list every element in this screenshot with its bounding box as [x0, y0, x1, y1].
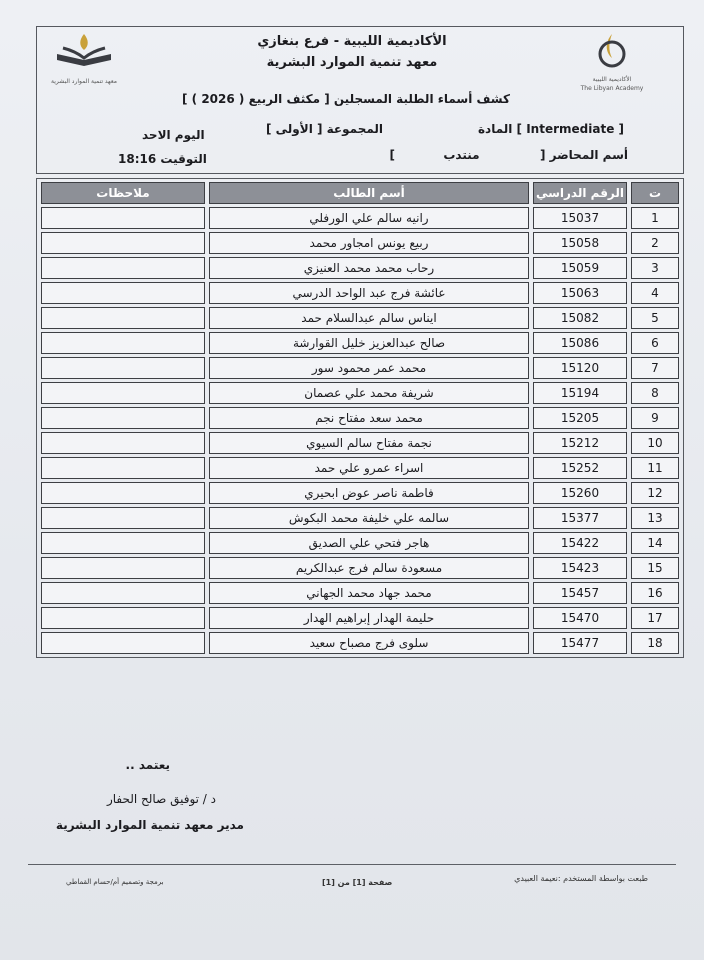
academy-logo-caption-en: The Libyan Academy: [580, 85, 644, 92]
row-number: 12: [631, 482, 679, 504]
student-name: محمد عمر محمود سور: [209, 357, 529, 379]
lecturer-label: أسم المحاضر [: [539, 148, 628, 162]
academy-logo-caption: الأكاديمية الليبية: [592, 76, 632, 83]
page-number: صفحة [1] من [1]: [322, 878, 393, 887]
student-id: 15470: [533, 607, 627, 629]
header-student-id: الرقم الدراسي: [533, 182, 627, 204]
student-name: محمد سعد مفتاح نجم: [209, 407, 529, 429]
student-id: 15194: [533, 382, 627, 404]
table-row: [41, 432, 679, 454]
table-row: [41, 332, 679, 354]
student-id: 15086: [533, 332, 627, 354]
notes-cell: [41, 332, 205, 354]
signer-name: د / توفيق صالح الحفار: [106, 792, 216, 806]
lecturer-close: ]: [389, 148, 395, 162]
student-name: حليمة الهدار إبراهيم الهدار: [209, 607, 529, 629]
approval-label: يعتمد ..: [125, 758, 170, 772]
row-number: 17: [631, 607, 679, 629]
row-number: 10: [631, 432, 679, 454]
header-student-name: أسم الطالب: [209, 182, 529, 204]
signer-position: مدير معهد تنمية الموارد البشرية: [55, 818, 244, 832]
notes-cell: [41, 582, 205, 604]
designer-credit: برمجة وتصميم أم/حسام القماطي: [66, 878, 164, 886]
notes-cell: [41, 532, 205, 554]
row-number: 3: [631, 257, 679, 279]
table-row: [41, 557, 679, 579]
row-number: 8: [631, 382, 679, 404]
row-number: 1: [631, 207, 679, 229]
table-row: [41, 307, 679, 329]
lecturer-value: منتدب: [443, 148, 480, 162]
org-title: الأكاديمية الليبية - فرع بنغازي: [257, 34, 447, 49]
row-number: 6: [631, 332, 679, 354]
row-number: 9: [631, 407, 679, 429]
table-row: [41, 382, 679, 404]
table-row: [41, 632, 679, 654]
time-field: التوقيت 18:16: [118, 152, 207, 166]
notes-cell: [41, 557, 205, 579]
student-name: ربيع يونس امجاور محمد: [209, 232, 529, 254]
student-name: مسعودة سالم فرج عبدالكريم: [209, 557, 529, 579]
student-name: ايناس سالم عبدالسلام حمد: [209, 307, 529, 329]
student-id: 15423: [533, 557, 627, 579]
printed-by: طبعت بواسطة المستخدم :نعيمة العبيدي: [514, 874, 648, 883]
table-row: [41, 532, 679, 554]
student-name: نجمة مفتاح سالم السيوي: [209, 432, 529, 454]
notes-cell: [41, 607, 205, 629]
student-id: 15422: [533, 532, 627, 554]
row-number: 4: [631, 282, 679, 304]
student-name: سالمه علي خليفة محمد البكوش: [209, 507, 529, 529]
notes-cell: [41, 632, 205, 654]
notes-cell: [41, 257, 205, 279]
student-name: محمد جهاد محمد الجهاني: [209, 582, 529, 604]
subject-field: المادة [ Intermediate ]: [477, 122, 624, 136]
table-row: [41, 207, 679, 229]
student-id: 15457: [533, 582, 627, 604]
student-id: 15120: [533, 357, 627, 379]
student-name: هاجر فتحي علي الصديق: [209, 532, 529, 554]
table-row: [41, 282, 679, 304]
row-number: 13: [631, 507, 679, 529]
header-number: ت: [631, 182, 679, 204]
lecturer-field: [390, 148, 629, 162]
notes-cell: [41, 357, 205, 379]
students-table: [36, 178, 684, 658]
table-row: [41, 257, 679, 279]
header-notes: ملاحظات: [41, 182, 205, 204]
day-field: اليوم الاحد: [142, 128, 205, 142]
table-row: [41, 482, 679, 504]
sheet-title: كشف أسماء الطلبة المسجلين [ مكثف الربيع ( 2026 ) ]: [182, 92, 510, 106]
row-number: 14: [631, 532, 679, 554]
row-number: 2: [631, 232, 679, 254]
student-id: 15252: [533, 457, 627, 479]
student-id: 15058: [533, 232, 627, 254]
notes-cell: [41, 432, 205, 454]
student-id: 15205: [533, 407, 627, 429]
student-name: رانيه سالم علي الورفلي: [209, 207, 529, 229]
student-name: عائشة فرج عبد الواحد الدرسي: [209, 282, 529, 304]
student-id: 15063: [533, 282, 627, 304]
student-id: 15260: [533, 482, 627, 504]
notes-cell: [41, 457, 205, 479]
student-name: اسراء عمرو علي حمد: [209, 457, 529, 479]
table-row: [41, 582, 679, 604]
table-header-row: [41, 182, 679, 204]
row-number: 16: [631, 582, 679, 604]
institute-logo-caption: معهد تنمية الموارد البشرية: [51, 78, 117, 85]
student-id: 15477: [533, 632, 627, 654]
row-number: 11: [631, 457, 679, 479]
notes-cell: [41, 507, 205, 529]
notes-cell: [41, 232, 205, 254]
student-name: سلوى فرج مصباح سعيد: [209, 632, 529, 654]
student-name: شريفة محمد علي عصمان: [209, 382, 529, 404]
student-id: 15377: [533, 507, 627, 529]
row-number: 5: [631, 307, 679, 329]
student-id: 15212: [533, 432, 627, 454]
row-number: 7: [631, 357, 679, 379]
notes-cell: [41, 407, 205, 429]
table-row: [41, 407, 679, 429]
footer-divider: [28, 864, 676, 865]
row-number: 18: [631, 632, 679, 654]
table-row: [41, 507, 679, 529]
student-name: صالح عبدالعزيز خليل القوارشة: [209, 332, 529, 354]
student-id: 15059: [533, 257, 627, 279]
institute-title: معهد تنمية الموارد البشرية: [266, 55, 438, 70]
notes-cell: [41, 307, 205, 329]
row-number: 15: [631, 557, 679, 579]
notes-cell: [41, 382, 205, 404]
notes-cell: [41, 282, 205, 304]
notes-cell: [41, 482, 205, 504]
group-field: المجموعة [ الأولى ]: [266, 122, 384, 136]
student-name: فاطمة ناصر عوض ابحيري: [209, 482, 529, 504]
table-row: [41, 457, 679, 479]
table-row: [41, 607, 679, 629]
notes-cell: [41, 207, 205, 229]
student-id: 15082: [533, 307, 627, 329]
student-id: 15037: [533, 207, 627, 229]
student-name: رحاب محمد محمد العنيزي: [209, 257, 529, 279]
table-row: [41, 232, 679, 254]
table-row: [41, 357, 679, 379]
